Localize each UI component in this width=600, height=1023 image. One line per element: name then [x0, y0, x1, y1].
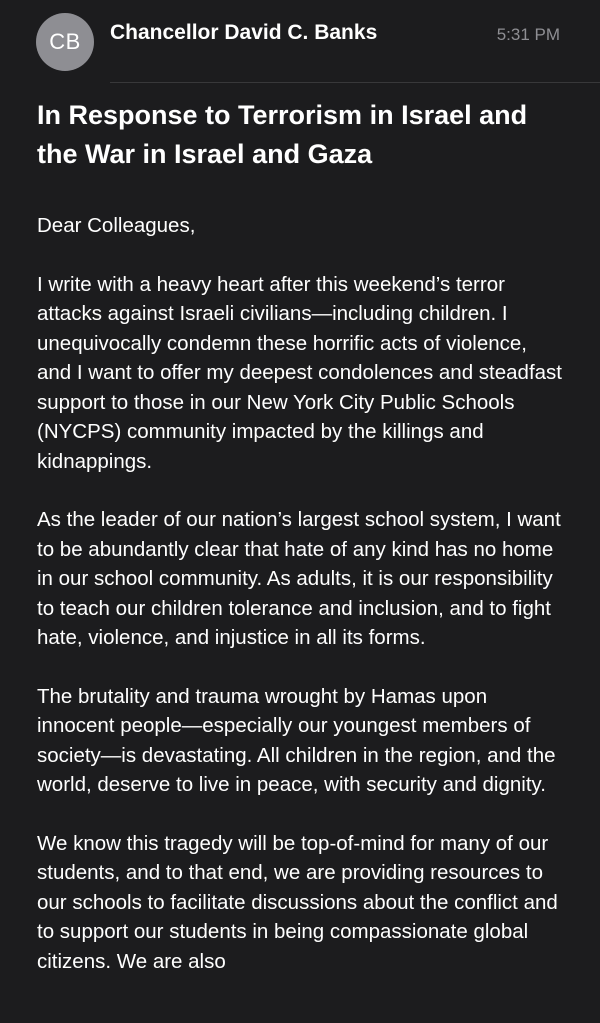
header-divider — [110, 82, 600, 83]
message-time: 5:31 PM — [496, 25, 560, 44]
paragraph: We know this tragedy will be top-of-mind for many of our students, and to that end, we are providing resources to our schools to facilitate discussions about the conflict and to support our students in being compassionate global citizens. We are also — [37, 831, 558, 973]
avatar[interactable]: CB — [36, 13, 94, 71]
paragraph: I write with a heavy heart after this weekend’s terror attacks against Israeli civilians—including children. I unequivocally condemn these horrific acts of violence, and I want to offer my deepest condolences and steadfast support to those in our New York City Public Schools (NYCPS) community impacted by the killings and kidnappings. — [37, 272, 562, 473]
message-body — [37, 96, 565, 976]
message-header — [0, 0, 600, 82]
greeting: Dear Colleagues, — [37, 214, 196, 237]
paragraph: As the leader of our nation’s largest school system, I want to be abundantly clear that hate of any kind has no home in our school community. As adults, it is our responsibility to teach our children tolerance and inclusion, and to fight hate, violence, and injustice in all its forms. — [37, 508, 561, 649]
sender-name[interactable]: Chancellor David C. Banks — [110, 21, 378, 44]
paragraph: The brutality and trauma wrought by Hamas upon innocent people—especially our youngest members of society—is devastating. All children in the region, and the world, deserve to live in peace, with security and dignity. — [37, 684, 556, 796]
message-subject: In Response to Terrorism in Israel and the War in Israel and Gaza — [37, 100, 528, 169]
